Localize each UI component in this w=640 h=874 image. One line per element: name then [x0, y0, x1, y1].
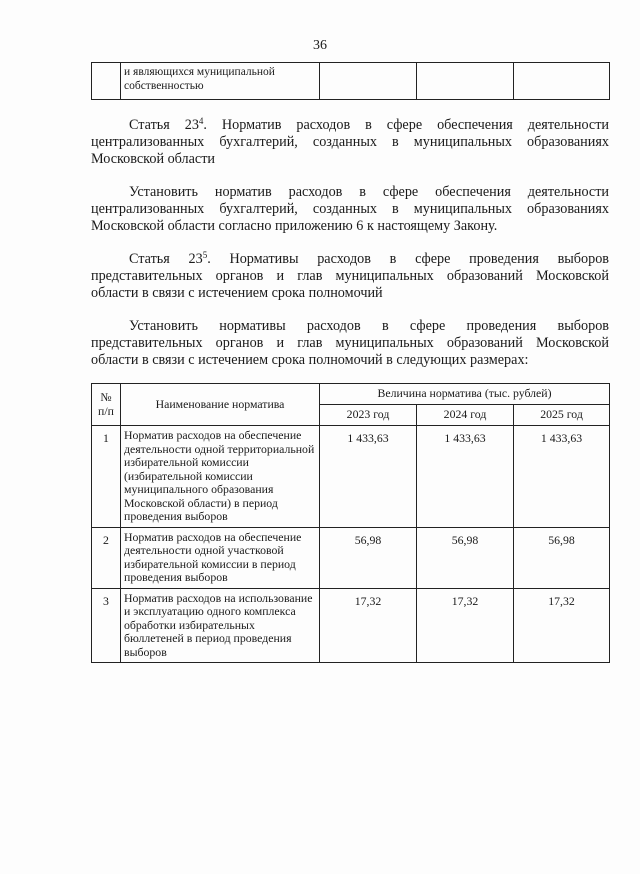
table-row	[92, 527, 610, 588]
row-value: 56,98	[417, 527, 514, 588]
row-name: Норматив расходов на использование и эксплуатацию одного комплекса обработки избирательных бюллетеней в период проведения выборов	[121, 588, 320, 663]
paragraph-23-4	[91, 184, 609, 235]
text-line: области в связи с истечением срока полномочий в следующих размерах:	[91, 352, 529, 368]
text-line: Московской области	[91, 151, 216, 167]
header-name: Наименование норматива	[121, 384, 320, 426]
text-line: централизованных бухгалтерий, созданных в муниципальных образованиях	[91, 201, 609, 217]
continuation-table	[91, 62, 610, 100]
table-cell	[320, 63, 417, 100]
header-year: 2025 год	[514, 405, 610, 426]
text-line	[91, 251, 609, 268]
page-number: 36	[313, 38, 327, 53]
row-value: 1 433,63	[320, 426, 417, 528]
header-num: № п/п	[92, 384, 121, 426]
text-line: представительных органов и глав муниципальных образований Московской	[91, 335, 609, 351]
table-row	[92, 588, 610, 663]
table-row	[92, 63, 610, 100]
row-value: 1 433,63	[514, 426, 610, 528]
text-line: Установить норматив расходов в сфере обеспечения деятельности	[129, 184, 609, 200]
article-title: . Нормативы расходов в сфере проведения выборов	[207, 251, 610, 267]
article-number: Статья 23	[129, 117, 199, 133]
row-value: 1 433,63	[417, 426, 514, 528]
row-value: 17,32	[417, 588, 514, 663]
table-header-row	[92, 384, 610, 405]
table-cell: и являющихся муниципальной собственностью	[121, 63, 320, 100]
header-year: 2024 год	[417, 405, 514, 426]
norms-table	[91, 383, 610, 663]
table-row	[92, 426, 610, 528]
text-line	[91, 117, 609, 134]
table-cell	[92, 63, 121, 100]
text-line: централизованных бухгалтерий, созданных в муниципальных образованиях	[91, 134, 609, 150]
text-line: Установить нормативы расходов в сфере проведения выборов	[129, 318, 609, 334]
text-line: области в связи с истечением срока полномочий	[91, 285, 383, 301]
table-cell	[514, 63, 610, 100]
text-line: Московской области согласно приложению 6 к настоящему Закону.	[91, 218, 498, 234]
article-superscript: 5	[202, 250, 208, 260]
article-superscript: 4	[198, 116, 204, 126]
row-value: 17,32	[514, 588, 610, 663]
header-year: 2023 год	[320, 405, 417, 426]
row-name: Норматив расходов на обеспечение деятельности одной территориальной избирательной комиссии (избирательной комиссии муниципального образования Московской области) в период проведения выборов	[121, 426, 320, 528]
article-heading-23-4	[91, 117, 609, 168]
row-name: Норматив расходов на обеспечение деятельности одной участковой избирательной комиссии в период проведения выборов	[121, 527, 320, 588]
article-title: . Норматив расходов в сфере обеспечения деятельности	[203, 117, 609, 133]
table-cell	[417, 63, 514, 100]
text-line: представительных органов и глав муниципальных образований Московской	[91, 268, 609, 284]
header-value-group: Величина норматива (тыс. рублей)	[320, 384, 610, 405]
row-num: 3	[92, 588, 121, 663]
paragraph-23-5	[91, 318, 609, 369]
row-value: 56,98	[320, 527, 417, 588]
row-value: 17,32	[320, 588, 417, 663]
article-heading-23-5	[91, 251, 609, 302]
article-number: Статья 23	[129, 251, 203, 267]
row-num: 2	[92, 527, 121, 588]
row-value: 56,98	[514, 527, 610, 588]
row-num: 1	[92, 426, 121, 528]
